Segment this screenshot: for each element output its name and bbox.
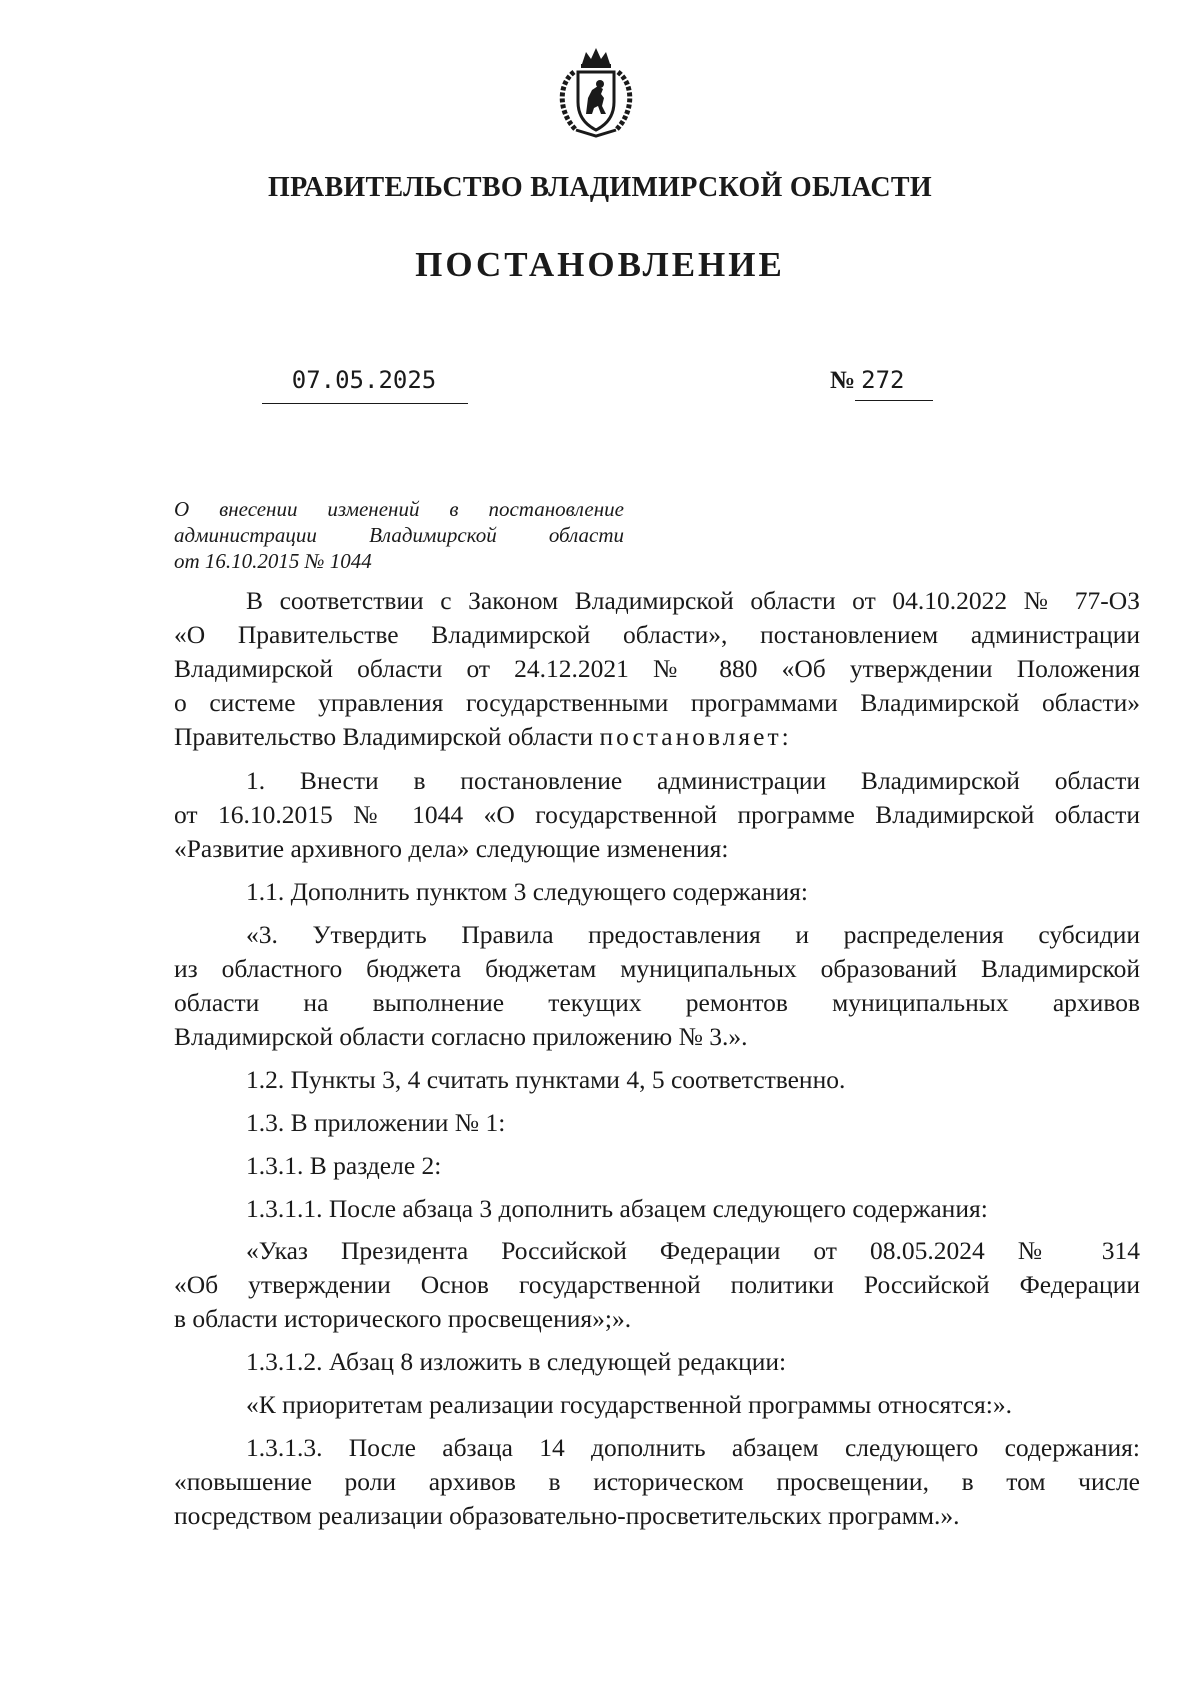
- preamble-line: Владимирской области от 24.12.2021 № 880 «Об утверждении Положения: [174, 654, 1140, 683]
- quote-line: «К приоритетам реализации государственной программы относятся:».: [246, 1390, 1012, 1419]
- quote-line: «Об утверждении Основ государственной политики Российской Федерации: [174, 1270, 1140, 1299]
- paragraph-line: 1. Внести в постановление администрации Владимирской области: [246, 766, 1140, 795]
- paragraph-line: 1.2. Пункты 3, 4 считать пунктами 4, 5 соответственно.: [246, 1065, 846, 1094]
- preamble-text: Правительство Владимирской области: [174, 722, 600, 751]
- number-underline: [855, 400, 933, 401]
- paragraph-line: 1.3.1.2. Абзац 8 изложить в следующей редакции:: [246, 1347, 787, 1376]
- date-underline: [262, 403, 468, 404]
- paragraph-line: 1.3.1.1. После абзаца 3 дополнить абзацем следующего содержания:: [246, 1194, 988, 1223]
- paragraph-line: посредством реализации образовательно-просветительских программ.».: [174, 1501, 960, 1530]
- coat-of-arms-icon: [546, 42, 646, 142]
- quote-line: «3. Утвердить Правила предоставления и распределения субсидии: [246, 920, 1140, 949]
- subject-line: О внесении изменений в постановление: [174, 497, 624, 521]
- preamble-colon: :: [781, 722, 789, 751]
- paragraph-line: 1.1. Дополнить пунктом 3 следующего содержания:: [246, 877, 808, 906]
- document-subject: [174, 496, 624, 574]
- paragraph-line: «повышение роли архивов в историческом просвещении, в том числе: [174, 1467, 1140, 1496]
- document-number-block: [830, 366, 904, 395]
- paragraph-line: от 16.10.2015 № 1044 «О государственной программе Владимирской области: [174, 800, 1140, 829]
- number-sign: №: [830, 367, 856, 394]
- quote-line: из областного бюджета бюджетам муниципальных образований Владимирской: [174, 954, 1140, 983]
- subject-line: от 16.10.2015 № 1044: [174, 549, 372, 573]
- preamble-line: [174, 720, 1140, 754]
- preamble-line: «О Правительстве Владимирской области», постановлением администрации: [174, 620, 1140, 649]
- preamble-line: о системе управления государственными программами Владимирской области»: [174, 688, 1140, 717]
- quote-line: области на выполнение текущих ремонтов муниципальных архивов: [174, 988, 1140, 1017]
- organization-name: ПРАВИТЕЛЬСТВО ВЛАДИМИРСКОЙ ОБЛАСТИ: [268, 172, 932, 203]
- quote-line: в области исторического просвещения»;».: [174, 1304, 632, 1333]
- resolves-word: постановляет: [599, 722, 782, 751]
- quote-line: Владимирской области согласно приложению № 3.».: [174, 1022, 748, 1051]
- subject-line: администрации Владимирской области: [174, 523, 624, 547]
- preamble-line: В соответствии с Законом Владимирской области от 04.10.2022 № 77-ОЗ: [246, 586, 1140, 615]
- paragraph-line: 1.3. В приложении № 1:: [246, 1108, 506, 1137]
- quote-line: «Указ Президента Российской Федерации от 08.05.2024 № 314: [246, 1236, 1140, 1265]
- document-number: 272: [861, 366, 905, 394]
- paragraph-line: 1.3.1.3. После абзаца 14 дополнить абзацем следующего содержания:: [246, 1433, 1140, 1462]
- document-date: 07.05.2025: [291, 366, 437, 394]
- document-type: ПОСТАНОВЛЕНИЕ: [415, 245, 785, 284]
- paragraph-line: 1.3.1. В разделе 2:: [246, 1151, 442, 1180]
- paragraph-line: «Развитие архивного дела» следующие изменения:: [174, 834, 729, 863]
